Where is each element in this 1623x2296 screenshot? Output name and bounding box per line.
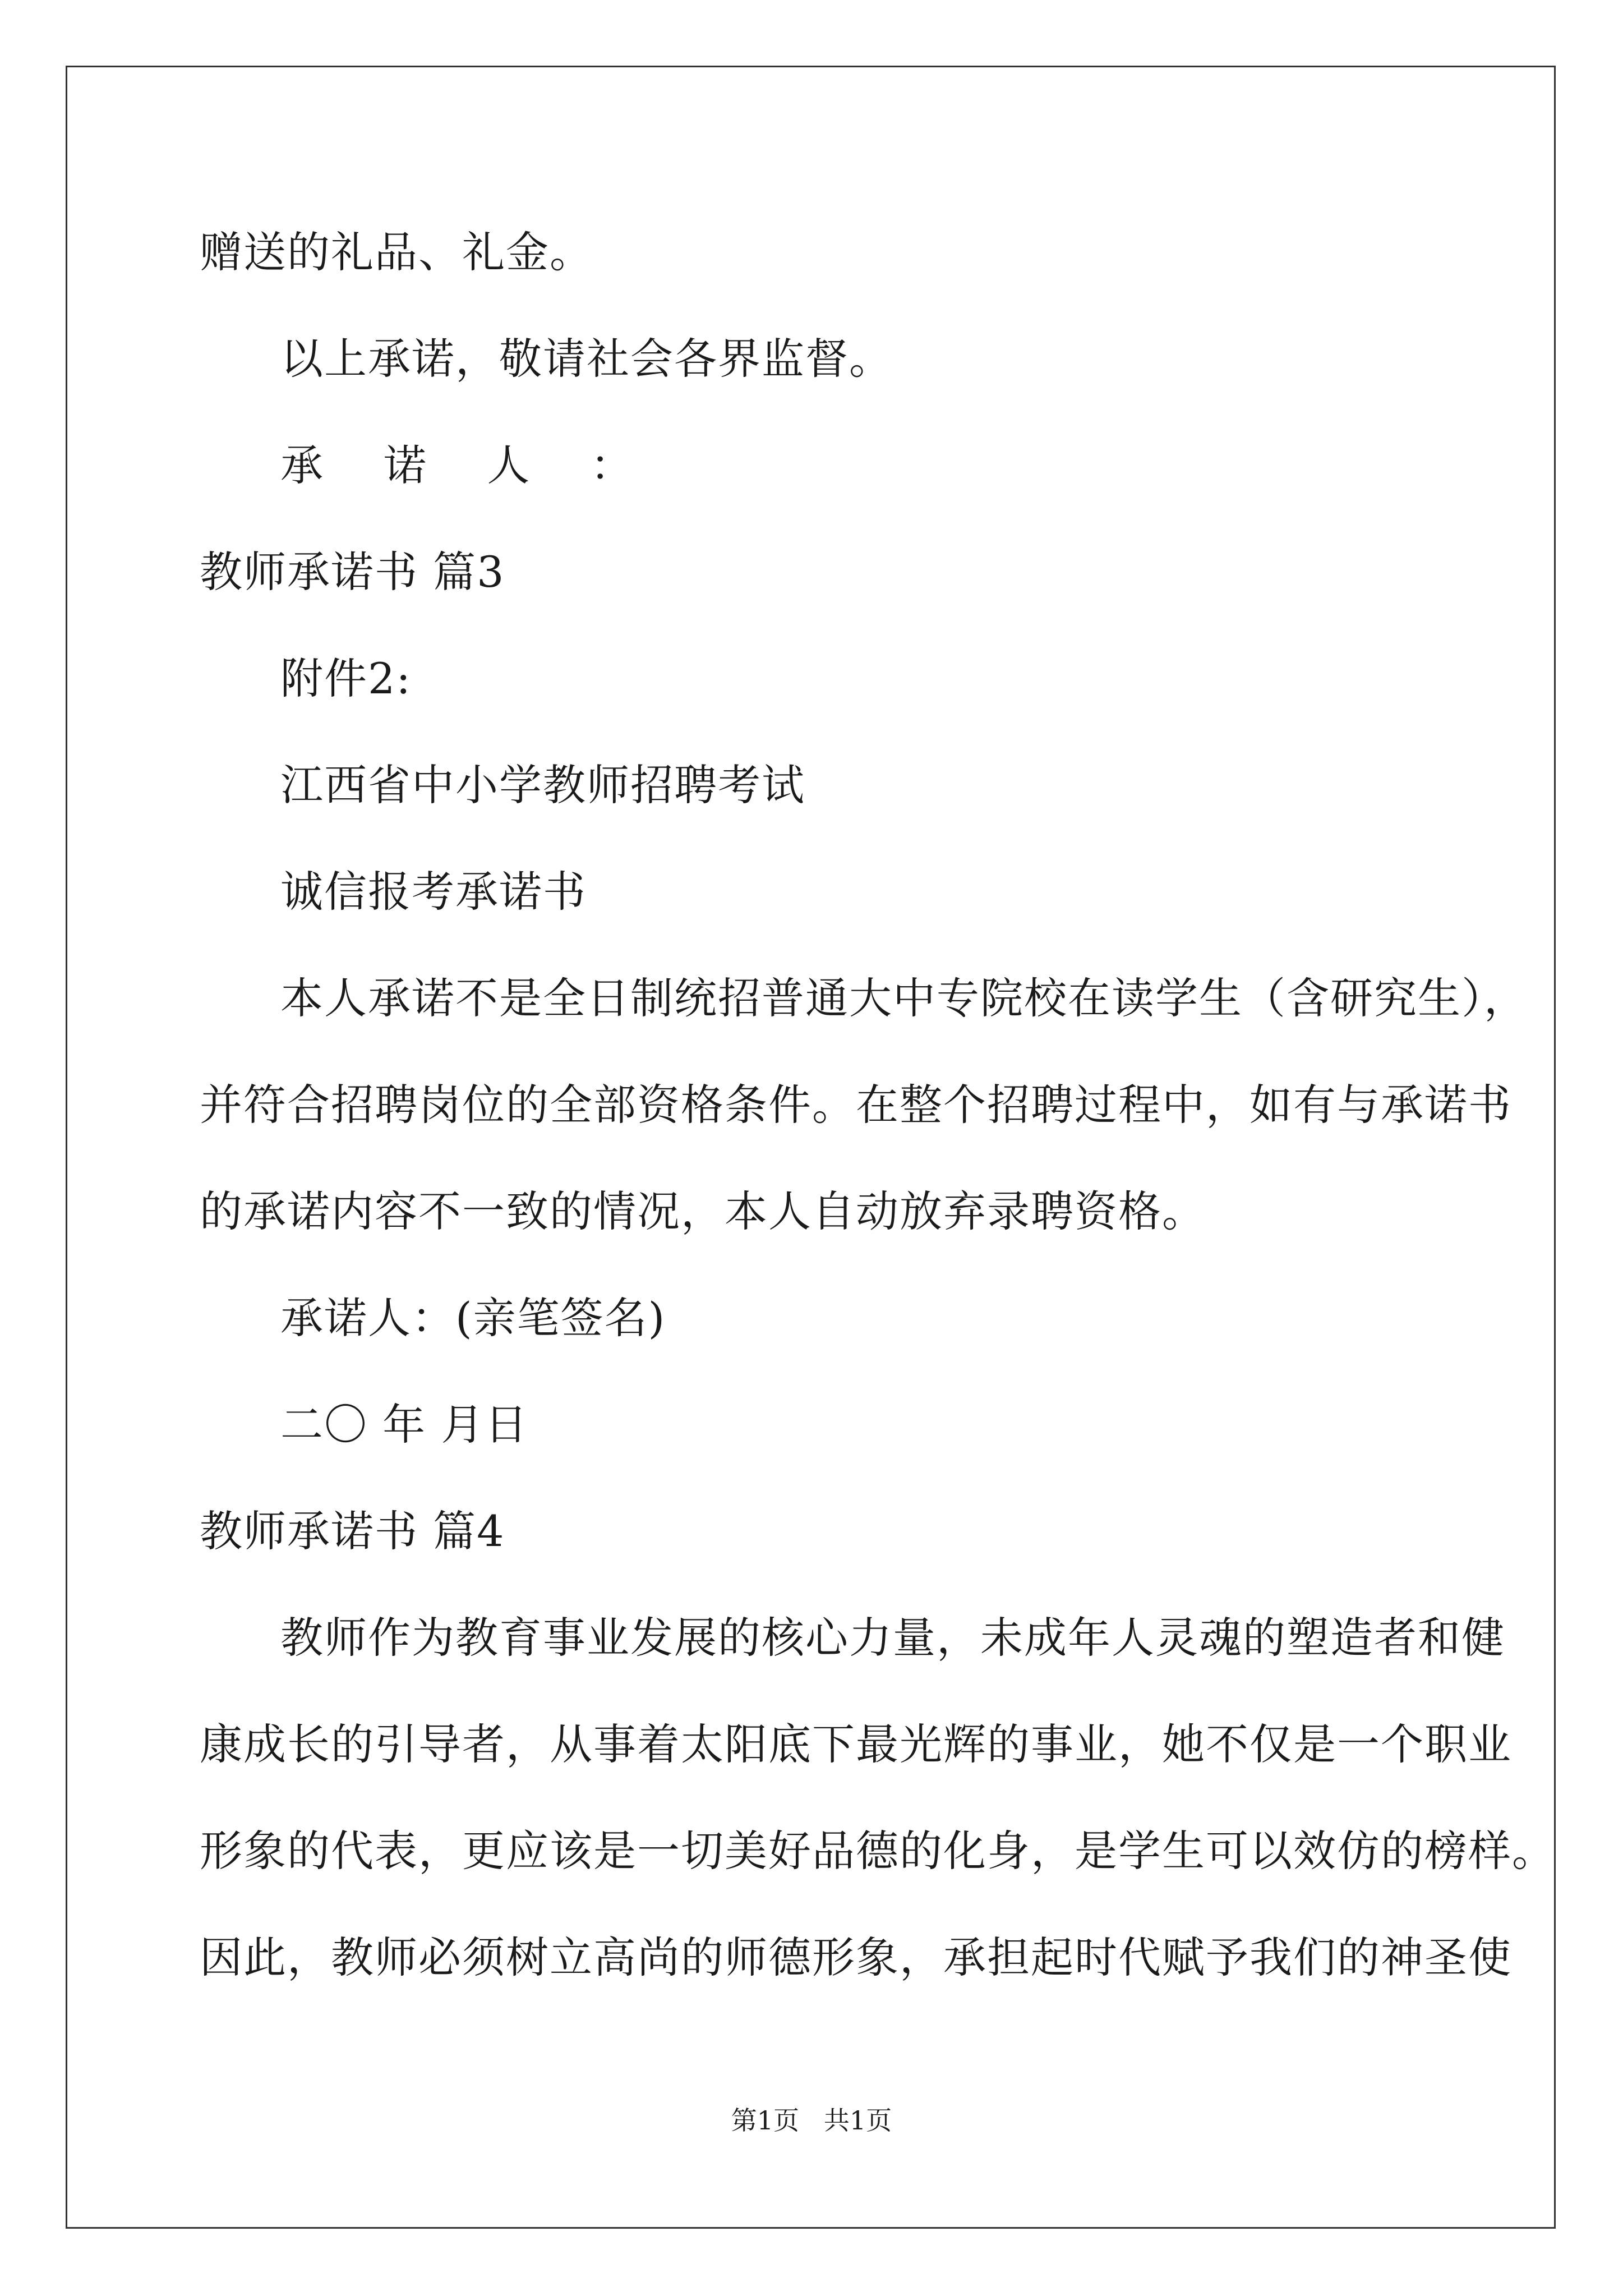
paragraph-line: 教师作为教育事业发展的核心力量，未成年人灵魂的塑造者和健 <box>280 1613 1505 1663</box>
paragraph-line: 康成长的引导者，从事着太阳底下最光辉的事业，她不仅是一个职业 <box>200 1719 1512 1769</box>
page-footer: 第1页 共1页 <box>731 2105 892 2136</box>
text-line-pledge-title: 诚信报考承诺书 <box>280 867 587 917</box>
text-line-gift: 赠送的礼品、礼金。 <box>200 227 593 277</box>
text-line-date: 二〇 年 月日 <box>280 1400 529 1450</box>
paragraph-line: 因此，教师必须树立高尚的师德形象，承担起时代赋予我们的神圣使 <box>200 1932 1512 1982</box>
paragraph-line: 并符合招聘岗位的全部资格条件。在整个招聘过程中，如有与承诺书 <box>200 1080 1512 1130</box>
text-line-signature: 承诺人：(亲笔签名) <box>280 1293 666 1343</box>
text-line-attachment: 附件2: <box>280 654 412 703</box>
text-line-exam-title: 江西省中小学教师招聘考试 <box>280 760 805 810</box>
page-border <box>66 66 1556 2229</box>
paragraph-line: 本人承诺不是全日制统招普通大中专院校在读学生（含研究生）， <box>280 973 1528 1023</box>
section-heading-3: 教师承诺书 篇3 <box>200 547 505 597</box>
section-heading-4: 教师承诺书 篇4 <box>200 1506 505 1556</box>
paragraph-line: 的承诺内容不一致的情况，本人自动放弃录聘资格。 <box>200 1186 1206 1236</box>
paragraph-line: 形象的代表，更应该是一切美好品德的化身，是学生可以效仿的榜样。 <box>200 1826 1556 1876</box>
text-line-supervision: 以上承诺，敬请社会各界监督。 <box>280 334 893 384</box>
text-line-promiser-label: 承 诺 人 ： <box>280 440 657 490</box>
